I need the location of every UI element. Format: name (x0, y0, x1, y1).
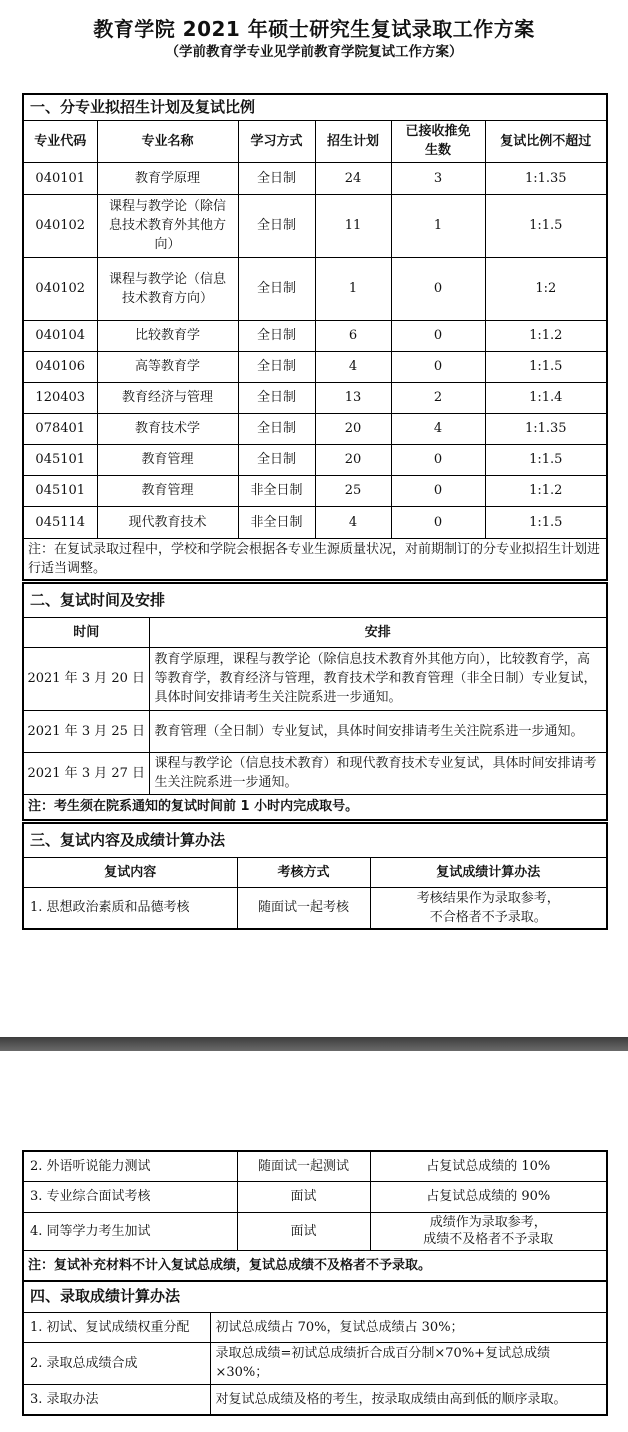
table-row (23, 1151, 607, 1181)
item-cell: 1. 初试、复试成绩权重分配 (23, 1312, 210, 1342)
cell: 24 (315, 162, 391, 194)
table-row (23, 162, 607, 194)
cell: 全日制 (238, 382, 315, 413)
content-cell: 3. 专业综合面试考核 (23, 1181, 237, 1212)
cell: 045101 (23, 475, 97, 506)
cell: 1 (315, 257, 391, 320)
arrangement-cell: 教育学原理，课程与教学论（除信息技术教育外其他方向），比较教育学，高等教育学，教育经济与管理，教育技术学和教育管理（非全日制）专业复试，具体时间安排请考生关注院系进一步通知。 (149, 647, 607, 710)
desc-cell: 录取总成绩=初试总成绩折合成百分制×70%+复试总成绩×30%； (210, 1342, 607, 1384)
cell: 课程与教学论（除信息技术教育外其他方向） (97, 194, 238, 257)
cell: 1:1.4 (485, 382, 607, 413)
column-header: 学习方式 (238, 120, 315, 162)
table-row (23, 257, 607, 320)
cell: 20 (315, 413, 391, 444)
column-header: 专业代码 (23, 120, 97, 162)
column-header: 复试内容 (23, 857, 237, 887)
cell: 非全日制 (238, 506, 315, 538)
calc-cell: 考核结果作为录取参考， 不合格者不予录取。 (370, 887, 607, 929)
admission-plan-table (22, 93, 608, 581)
plan-note: 注：在复试录取过程中，学校和学院会根据各专业生源质量状况，对前期制订的分专业拟招生计划进行适当调整。 (23, 538, 607, 580)
cell: 1:1.5 (485, 351, 607, 382)
table-row (23, 1212, 607, 1250)
cell: 120403 (23, 382, 97, 413)
desc-cell: 对复试总成绩及格的考生，按录取成绩由高到低的顺序录取。 (210, 1384, 607, 1415)
table-header-row (23, 857, 607, 887)
table-row (23, 710, 607, 752)
cell: 2 (391, 382, 485, 413)
cell: 045101 (23, 444, 97, 475)
cell: 1:1.5 (485, 444, 607, 475)
date-cell: 2021 年 3 月 20 日 (23, 647, 149, 710)
cell: 全日制 (238, 257, 315, 320)
cell: 040102 (23, 257, 97, 320)
cell: 全日制 (238, 413, 315, 444)
cell: 全日制 (238, 194, 315, 257)
column-header: 复试比例不超过 (485, 120, 607, 162)
table-header-row (23, 120, 607, 162)
cell: 11 (315, 194, 391, 257)
cell: 全日制 (238, 162, 315, 194)
table-row (23, 1342, 607, 1384)
table-row (23, 382, 607, 413)
cell: 教育技术学 (97, 413, 238, 444)
cell: 4 (315, 351, 391, 382)
cell: 1:1.35 (485, 162, 607, 194)
cell: 040102 (23, 194, 97, 257)
table-row (23, 444, 607, 475)
section-heading: 三、复试内容及成绩计算办法 (23, 823, 607, 857)
table-row (23, 475, 607, 506)
table-row (23, 1312, 607, 1342)
cell: 0 (391, 320, 485, 351)
item-cell: 2. 录取总成绩合成 (23, 1342, 210, 1384)
cell: 1:1.2 (485, 475, 607, 506)
date-cell: 2021 年 3 月 27 日 (23, 752, 149, 794)
column-header: 专业名称 (97, 120, 238, 162)
content-cell: 2. 外语听说能力测试 (23, 1151, 237, 1181)
table-row (23, 413, 607, 444)
arrangement-cell: 课程与教学论（信息技术教育）和现代教育技术专业复试，具体时间安排请考生关注院系进一步通知。 (149, 752, 607, 794)
cell: 1 (391, 194, 485, 257)
calc-cell: 成绩作为录取参考， 成绩不及格者不予录取 (370, 1212, 607, 1250)
cell: 3 (391, 162, 485, 194)
table-row (23, 1384, 607, 1415)
retest-content-table-continued (22, 1150, 608, 1282)
cell: 教育管理 (97, 444, 238, 475)
table-row (23, 647, 607, 710)
content-note: 注：复试补充材料不计入复试总成绩，复试总成绩不及格者不予录取。 (23, 1250, 607, 1281)
cell: 040101 (23, 162, 97, 194)
table-row (23, 351, 607, 382)
cell: 教育管理 (97, 475, 238, 506)
admission-score-table (22, 1280, 608, 1416)
page-title: 教育学院 2021 年硕士研究生复试录取工作方案 (93, 17, 535, 41)
method-cell: 面试 (237, 1212, 370, 1250)
page-divider (0, 1037, 628, 1051)
schedule-table (22, 582, 608, 821)
method-cell: 随面试一起考核 (237, 887, 370, 929)
cell: 教育学原理 (97, 162, 238, 194)
content-cell: 1. 思想政治素质和品德考核 (23, 887, 237, 929)
table-row (23, 320, 607, 351)
column-header: 招生计划 (315, 120, 391, 162)
page-subtitle: （学前教育学专业见学前教育学院复试工作方案） (165, 44, 463, 60)
content-cell: 4. 同等学力考生加试 (23, 1212, 237, 1250)
cell: 0 (391, 506, 485, 538)
column-header: 复试成绩计算办法 (370, 857, 607, 887)
cell: 1:1.5 (485, 506, 607, 538)
cell: 040104 (23, 320, 97, 351)
section-heading: 四、录取成绩计算办法 (23, 1281, 607, 1312)
cell: 高等教育学 (97, 351, 238, 382)
cell: 25 (315, 475, 391, 506)
arrangement-cell: 教育管理（全日制）专业复试，具体时间安排请考生关注院系进一步通知。 (149, 710, 607, 752)
column-header: 考核方式 (237, 857, 370, 887)
schedule-note: 注：考生须在院系通知的复试时间前 1 小时内完成取号。 (23, 794, 607, 820)
retest-content-table (22, 822, 608, 930)
column-header: 安排 (149, 617, 607, 647)
cell: 045114 (23, 506, 97, 538)
table-row (23, 752, 607, 794)
item-cell: 3. 录取办法 (23, 1384, 210, 1415)
cell: 全日制 (238, 444, 315, 475)
cell: 非全日制 (238, 475, 315, 506)
cell: 1:1.2 (485, 320, 607, 351)
desc-cell: 初试总成绩占 70%，复试总成绩占 30%； (210, 1312, 607, 1342)
table-row (23, 1181, 607, 1212)
cell: 4 (315, 506, 391, 538)
cell: 4 (391, 413, 485, 444)
table-row (23, 506, 607, 538)
cell: 0 (391, 257, 485, 320)
table-header-row (23, 617, 607, 647)
table-row (23, 887, 607, 929)
method-cell: 面试 (237, 1181, 370, 1212)
cell: 教育经济与管理 (97, 382, 238, 413)
cell: 课程与教学论（信息技术教育方向） (97, 257, 238, 320)
cell: 1:2 (485, 257, 607, 320)
column-header: 已接收推免生数 (391, 120, 485, 162)
cell: 0 (391, 444, 485, 475)
section-heading: 一、分专业拟招生计划及复试比例 (23, 94, 607, 120)
method-cell: 随面试一起测试 (237, 1151, 370, 1181)
section-heading: 二、复试时间及安排 (23, 583, 607, 617)
cell: 0 (391, 351, 485, 382)
cell: 6 (315, 320, 391, 351)
cell: 20 (315, 444, 391, 475)
cell: 全日制 (238, 351, 315, 382)
cell: 0 (391, 475, 485, 506)
cell: 040106 (23, 351, 97, 382)
cell: 1:1.5 (485, 194, 607, 257)
cell: 现代教育技术 (97, 506, 238, 538)
column-header: 时间 (23, 617, 149, 647)
cell: 078401 (23, 413, 97, 444)
calc-cell: 占复试总成绩的 10% (370, 1151, 607, 1181)
cell: 比较教育学 (97, 320, 238, 351)
calc-cell: 占复试总成绩的 90% (370, 1181, 607, 1212)
cell: 13 (315, 382, 391, 413)
cell: 1:1.35 (485, 413, 607, 444)
table-row (23, 194, 607, 257)
cell: 全日制 (238, 320, 315, 351)
date-cell: 2021 年 3 月 25 日 (23, 710, 149, 752)
